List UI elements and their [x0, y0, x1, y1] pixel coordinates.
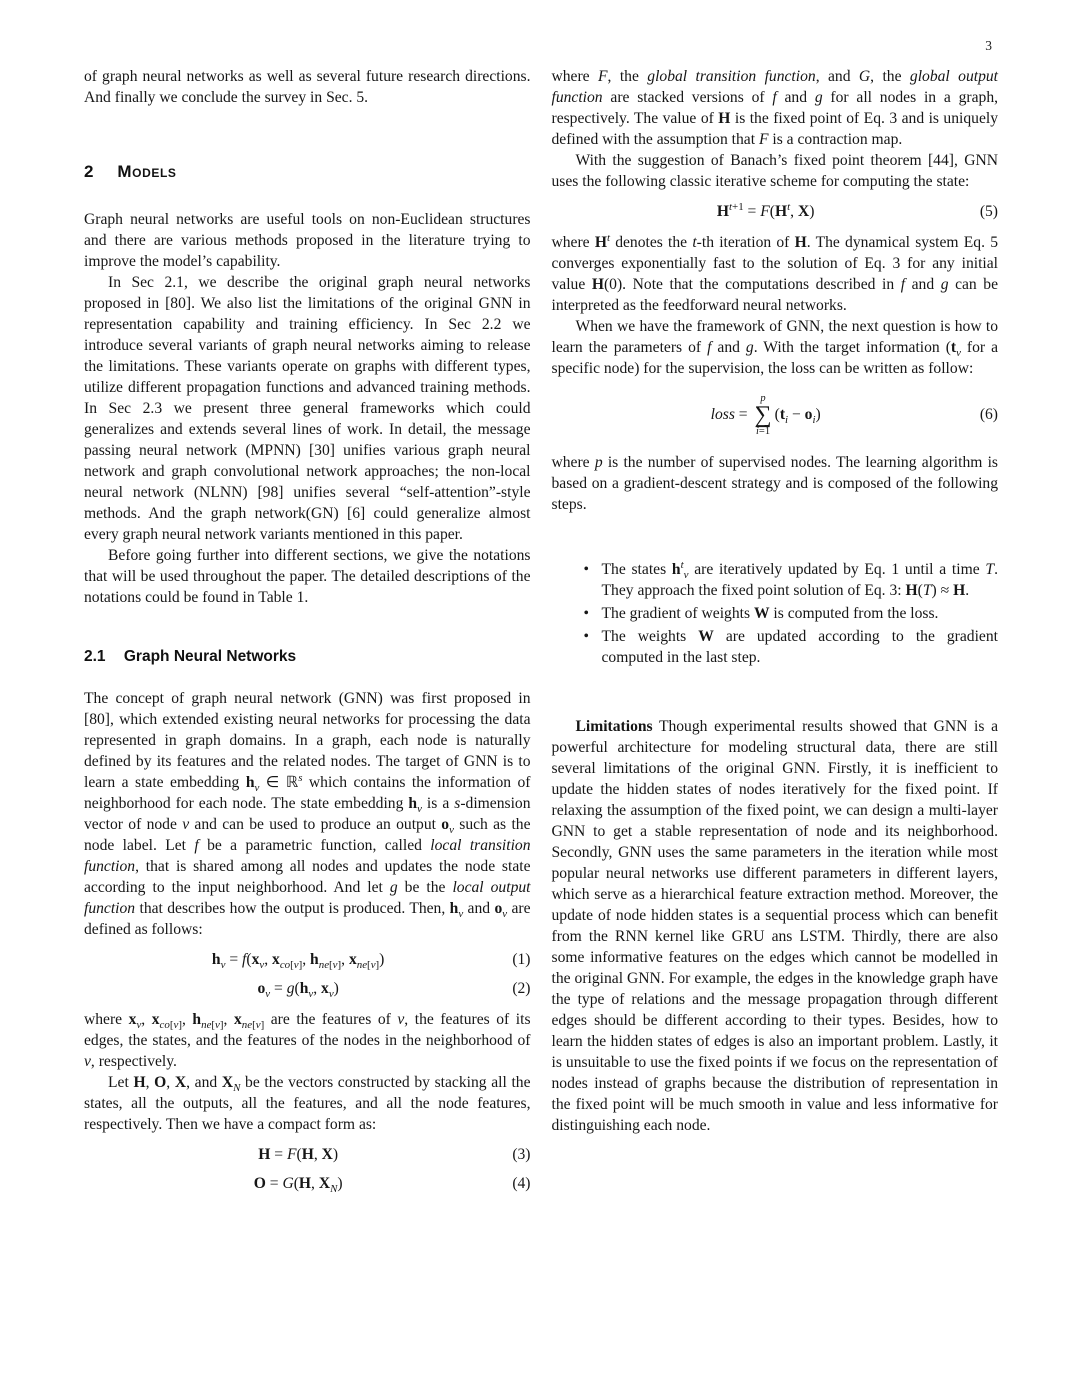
list-item: • The weights W are updated according to the gradient computed in the last step. — [578, 626, 999, 668]
equation-number: (2) — [512, 980, 531, 997]
equation-number: (3) — [512, 1146, 531, 1163]
section-title: Models — [117, 162, 177, 181]
paragraph-limitations: Limitations Though experimental results showed that GNN is a powerful architecture for modeling structural data, there are still several limitations of the original GNN. Firstly, it is inefficient to update the hidden states of nodes iteratively for the fixed point. If relaxing the assumption of the fixed point, we can design a multi-layer GNN to get a stable representation of node and its neighborhood. Secondly, GNN uses the same parameters in the iteration while most popular neural networks use different parameters in different layers, which serve as a hierarchical feature extraction method. Moreover, the update of node hidden states is a sequential process which can benefit from the RNN kernel like GRU ans LSTM. Thirdly, there are also some informative features on the edges which cannot be modelled in the original GNN. For example, the edges in the knowledge graph have the type of relations and the message propagation through different edges should be different according to their types. Besides, how to learn the hidden states of edges is also an important problem. Lastly, it is unsuitable to use the fixed points if we focus on the representation of nodes instead of graphs because the distribution of representation in the fixed point will be much smooth in value and less informative for distinguishing each node. — [551, 717, 998, 1134]
paragraph: where $H^t$ denotes the t-th iteration of H. The dynamical system Eq. 5 converges exponentially fast to the solution of Eq. 3 for any initial value H(0). Note that the computations described in f and g can be interpreted as the feedforward neural networks. — [551, 231, 998, 314]
equation-number: (1) — [512, 951, 531, 968]
equation-body: O = G(H, $X_N$) — [253, 1175, 343, 1196]
equation-body: $o_v = g(h_v$, $x_v$) — [257, 980, 339, 1001]
equation-body: loss = p ∑ i=1 $(t_i - o_i)$ — [710, 393, 821, 438]
left-column — [84, 66, 531, 1204]
two-column-layout — [84, 66, 998, 1204]
paragraph-continuation: of graph neural networks as well as several future research directions. And finally we conclude the survey in Sec. 5. — [84, 68, 531, 106]
equation-6 — [552, 393, 999, 438]
section-heading-models — [84, 162, 531, 182]
section-number: 2 — [84, 162, 95, 181]
subsection-number: 2.1 — [84, 648, 106, 665]
equation-5 — [552, 200, 999, 221]
subsection-title: Graph Neural Networks — [123, 648, 297, 665]
equation-2 — [84, 980, 531, 1001]
equation-number: (4) — [512, 1175, 531, 1192]
paragraph: In Sec 2.1, we describe the original graph neural networks proposed in [80]. We also list the limitations of the original GNN in representation capability and training efficiency. In Sec 2.2 we introduce several variants of graph neural networks aiming to release the limitations. These variants operate on graphs with different types, utilize different propagation functions and advanced training methods. In Sec 2.3 we present three general frameworks which could generalizes and extends several lines of work. In detail, the message passing neural network (MPNN) [30] unifies various graph neural network and graph convolutional network approaches; the non-local neural network (NLNN) [98] unifies several “self-attention”-style methods. And the graph network(GN) [6] could generalize almost every graph neural network variants mentioned in this paper. — [84, 274, 531, 543]
paragraph: The concept of graph neural network (GNN) was first proposed in [80], which extended existing neural networks for processing the data represented in graph domains. In a graph, each node is naturally defined by its features and the related nodes. The target of GNN is to learn a state embedding $h_v$ ∈ ℝ$^s$ which contains the information of neighborhood for each node. The state embedding $h_v$ is a s-dimension vector of node v and can be used to produce an output $o_v$ such as the node label. Let f be a parametric function, called local transition function, that is shared among all nodes and updates the node state according to the input neighborhood. And let g be the local output function that describes how the output is produced. Then, $h_v$ and $o_v$ are defined as follows: — [84, 690, 531, 938]
list-item: • The gradient of weights W is computed from the loss. — [578, 603, 999, 624]
paragraph: Graph neural networks are useful tools on non-Euclidean structures and there are various methods proposed in the literature trying to improve the model’s capability. — [84, 211, 531, 270]
paragraph: Before going further into different sections, we give the notations that will be used throughout the paper. The detailed descriptions of the notations could be found in Table 1. — [84, 547, 531, 606]
equation-3 — [84, 1146, 531, 1164]
learning-steps-list — [552, 559, 999, 668]
paragraph: where p is the number of supervised nodes. The learning algorithm is based on a gradient-descent strategy and is composed of the following steps. — [551, 453, 998, 513]
paragraph: Let H, O, X, and $X_N$ be the vectors constructed by stacking all the states, all the outputs, all the features, and all the node features, respectively. Then we have a compact form as: — [84, 1074, 531, 1133]
paragraph: where $x_v$, $x_{co[v]}$, $h_{ne[v]}$, $x_{ne[v]}$ are the features of v, the features of its edges, the states, and the features of the nodes in the neighborhood of v, respectively. — [84, 1011, 531, 1070]
equation-number: (6) — [979, 406, 998, 424]
right-column — [552, 66, 999, 1204]
page-number: 3 — [985, 38, 992, 53]
subsection-heading-graph-neural-networks — [84, 648, 531, 666]
equation-body: $H^{t+1} = F(H^t$, X) — [716, 200, 815, 220]
equation-1 — [84, 951, 531, 972]
equation-body: H = F(H, X) — [258, 1146, 339, 1163]
equation-body: $h_v = f(x_v$, $x_{co[v]}$, $h_{ne[v]}$, $x_{ne[v]}$) — [211, 951, 385, 972]
paragraph-continuation: where F, the global transition function, and G, the global output function are stacked versions of f and g for all nodes in a graph, respectively. The value of H is the fixed point of Eq. 3 and is uniquely defined with the assumption that F is a contraction map. — [551, 68, 999, 148]
paragraph: With the suggestion of Banach’s fixed point theorem [44], GNN uses the following classic iterative scheme for computing the state: — [551, 152, 998, 190]
equation-number: (5) — [979, 203, 998, 220]
paragraph: When we have the framework of GNN, the next question is how to learn the parameters of f and g. With the target information ($t_v$ for a specific node) for the supervision, the loss can be written as follow: — [551, 318, 999, 377]
equation-4 — [84, 1175, 531, 1196]
list-item: • The states $h^t_v$ are iteratively updated by Eq. 1 until a time T. They approach the fixed point solution of Eq. 3: H(T) ≈ H. — [578, 559, 999, 601]
